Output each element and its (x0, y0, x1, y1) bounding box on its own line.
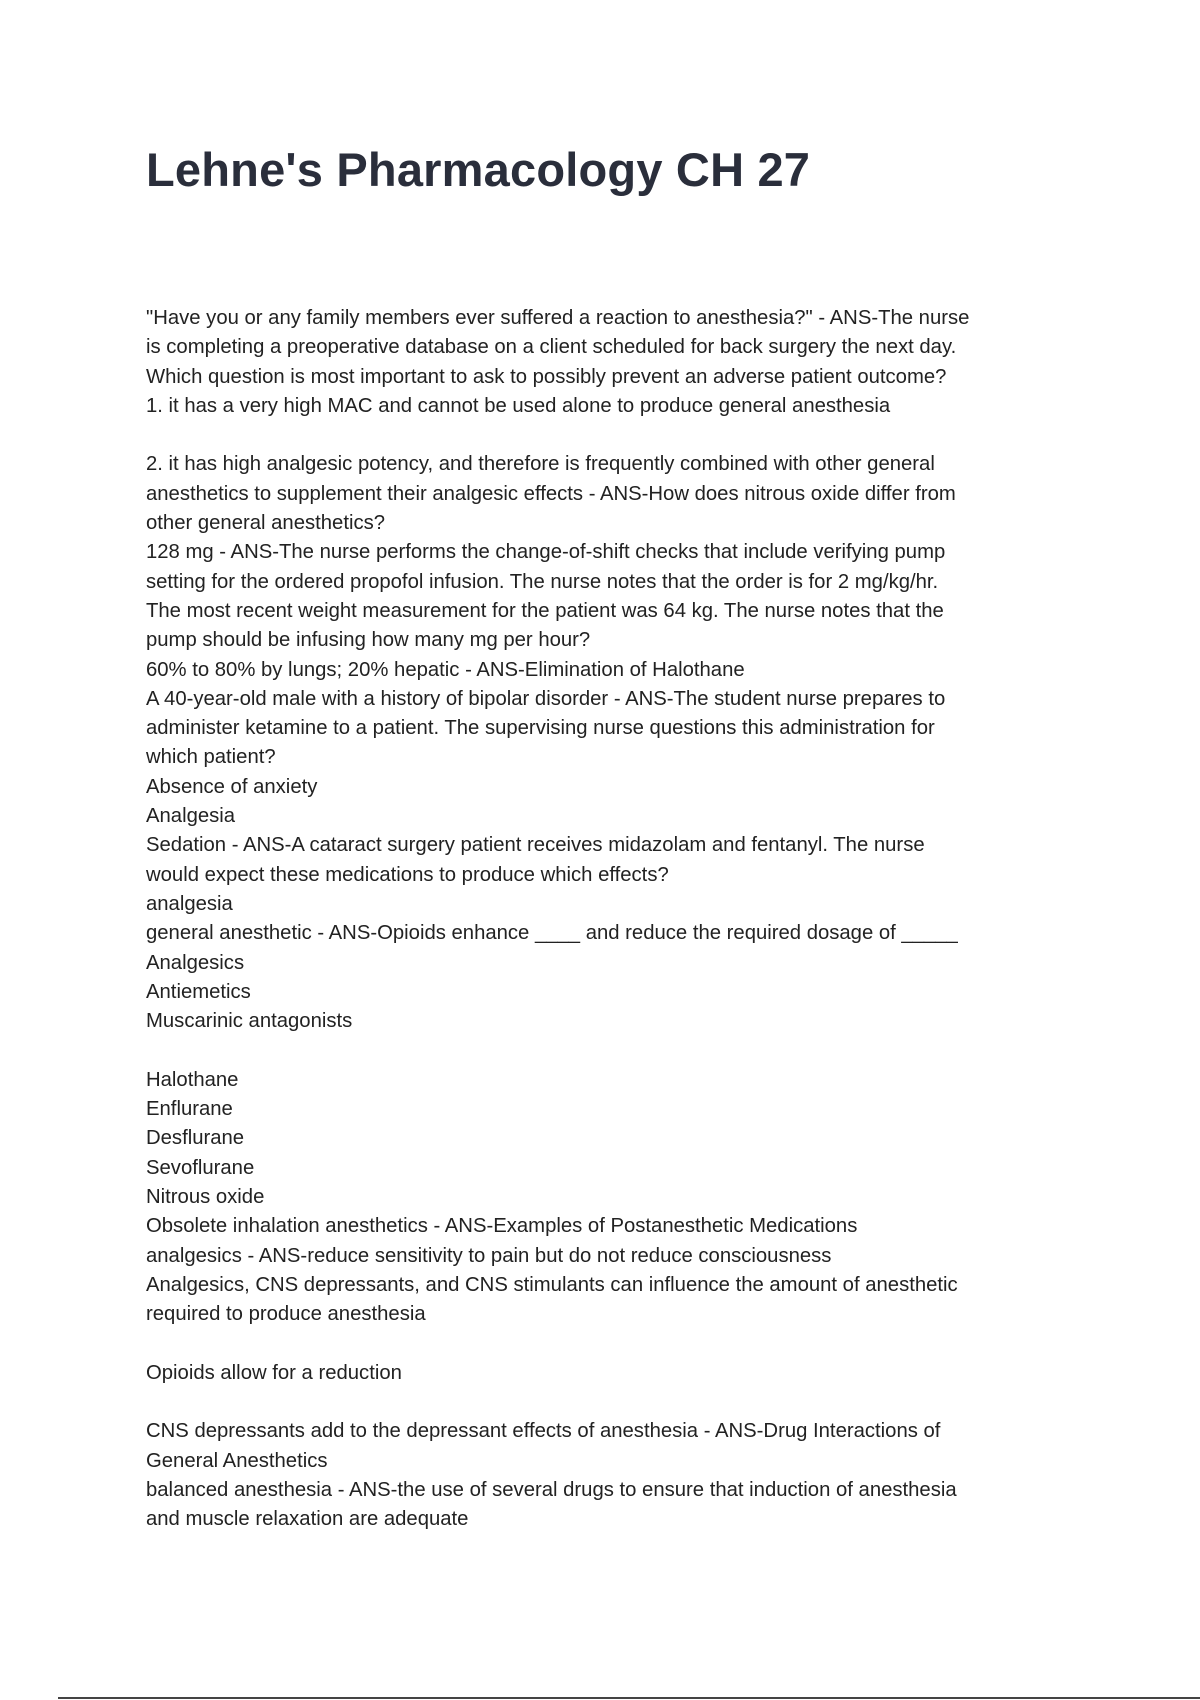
text-line: other general anesthetics? (146, 512, 386, 535)
text-line: 60% to 80% by lungs; 20% hepatic - ANS-Elimination of Halothane (146, 658, 745, 681)
text-line: Obsolete inhalation anesthetics - ANS-Examples of Postanesthetic Medications (146, 1215, 858, 1238)
text-line: is completing a preoperative database on a client scheduled for back surgery the next day. (146, 336, 957, 359)
text-line: Halothane (146, 1068, 239, 1091)
document-body (146, 304, 1066, 1534)
text-line: setting for the ordered propofol infusion. The nurse notes that the order is for 2 mg/kg/hr. (146, 570, 939, 593)
text-line: 128 mg - ANS-The nurse performs the change-of-shift checks that include verifying pump (146, 541, 946, 564)
text-line: general anesthetic - ANS-Opioids enhance ____ and reduce the required dosage of _____ (146, 922, 958, 945)
text-line: Opioids allow for a reduction (146, 1361, 402, 1384)
text-line: Sedation - ANS-A cataract surgery patient receives midazolam and fentanyl. The nurse (146, 834, 925, 857)
text-line: A 40-year-old male with a history of bipolar disorder - ANS-The student nurse prepares to (146, 687, 946, 710)
text-line (146, 1388, 1066, 1417)
text-line: Analgesics (146, 951, 245, 974)
text-line: Analgesia (146, 805, 236, 828)
text-line: Nitrous oxide (146, 1185, 265, 1208)
text-line (146, 1036, 1066, 1065)
text-line: General Anesthetics (146, 1449, 328, 1472)
text-line: Muscarinic antagonists (146, 1010, 353, 1033)
text-line: Desflurane (146, 1127, 245, 1150)
text-line: 2. it has high analgesic potency, and therefore is frequently combined with other general (146, 453, 935, 476)
text-line (146, 421, 1066, 450)
text-line (146, 1329, 1066, 1358)
text-line: balanced anesthesia - ANS-the use of several drugs to ensure that induction of anesthesia (146, 1478, 957, 1501)
text-line: would expect these medications to produce which effects? (146, 863, 669, 886)
text-line: Analgesics, CNS depressants, and CNS stimulants can influence the amount of anesthetic (146, 1273, 958, 1296)
text-line: Sevoflurane (146, 1156, 255, 1179)
text-line: pump should be infusing how many mg per hour? (146, 629, 591, 652)
text-line: 1. it has a very high MAC and cannot be used alone to produce general anesthesia (146, 394, 891, 417)
text-line: Enflurane (146, 1098, 233, 1121)
text-line: analgesia (146, 892, 233, 915)
text-line: anesthetics to supplement their analgesic effects - ANS-How does nitrous oxide differ from (146, 482, 956, 505)
text-line: CNS depressants add to the depressant effects of anesthesia - ANS-Drug Interactions of (146, 1420, 941, 1443)
text-line: which patient? (146, 746, 276, 769)
text-line: Antiemetics (146, 980, 251, 1003)
footer-divider (58, 1697, 1200, 1699)
text-line: "Have you or any family members ever suffered a reaction to anesthesia?" - ANS-The nurse (146, 307, 970, 329)
text-line: Absence of anxiety (146, 775, 318, 798)
text-line: administer ketamine to a patient. The supervising nurse questions this administration for (146, 717, 935, 740)
text-line: and muscle relaxation are adequate (146, 1508, 469, 1531)
page-title: Lehne's Pharmacology CH 27 (146, 143, 811, 196)
text-line: Which question is most important to ask to possibly prevent an adverse patient outcome? (146, 365, 947, 388)
text-line: required to produce anesthesia (146, 1303, 426, 1326)
text-line: analgesics - ANS-reduce sensitivity to pain but do not reduce consciousness (146, 1244, 832, 1267)
text-line: The most recent weight measurement for the patient was 64 kg. The nurse notes that the (146, 599, 944, 622)
